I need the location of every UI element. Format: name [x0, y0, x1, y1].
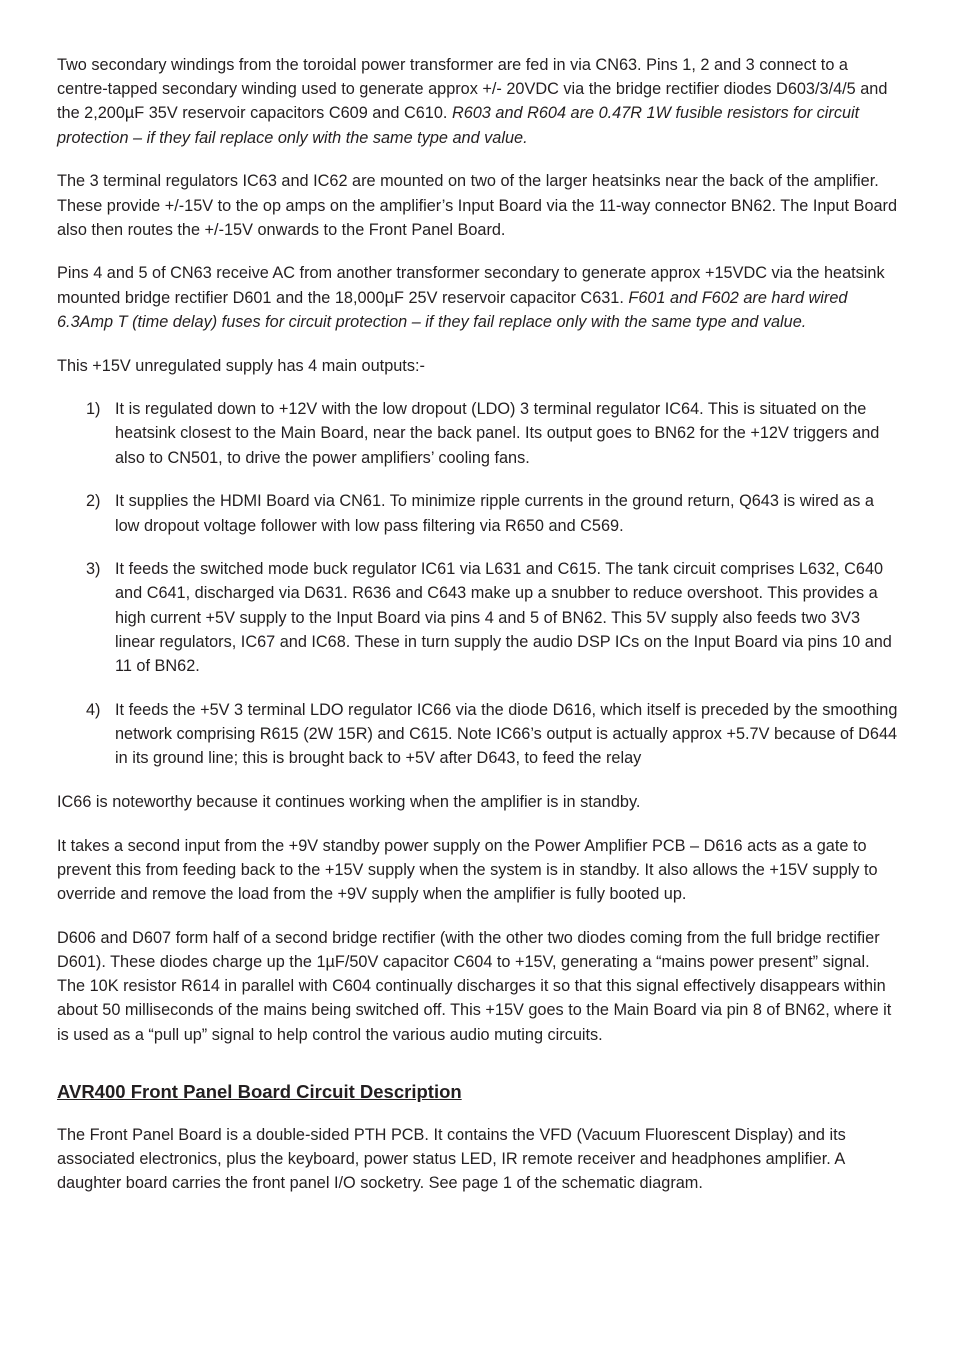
outputs-list: [57, 397, 900, 770]
list-item-number: 4): [86, 700, 101, 719]
list-item-text: It feeds the +5V 3 terminal LDO regulator IC66 via the diode D616, which itself is preceded by the smoothing network comprising R615 (2W 15R) and C615. Note IC66’s output is actually approx +5.7V because of D644 in its ground line; this is brought back to +5V after D643, to feed the relay: [115, 700, 898, 768]
paragraph-text: The 3 terminal regulators IC63 and IC62 are mounted on two of the larger heatsinks near the back of the amplifier. These provide +/-15V to the op amps on the amplifier’s Input Board via the 11-way connector BN62. The Input Board also then routes the +/-15V onwards to the Front Panel Board.: [57, 172, 898, 239]
page-content: [57, 53, 900, 1215]
paragraph-italic-note: R603 and R604 are 0.47R 1W fusible resistors for circuit protection – if they fail replace only with the same type and value.: [57, 104, 860, 147]
paragraph-ic66-standby: IC66 is noteworthy because it continues working when the amplifier is in standby.: [57, 792, 641, 811]
paragraph-front-panel: The Front Panel Board is a double-sided PTH PCB. It contains the VFD (Vacuum Fluorescent Display) and its associated electronics, plus the keyboard, power status LED, IR remote receiver and headphones amplifier. A daughter board carries the front panel I/O socketry. See page 1 of the schematic diagram.: [57, 1125, 846, 1193]
paragraph-text: This +15V unregulated supply has 4 main outputs:-: [57, 356, 425, 375]
list-item-number: 2): [86, 492, 101, 511]
paragraph-outputs-intro: [57, 354, 900, 378]
list-item-text: It feeds the switched mode buck regulator IC61 via L631 and C615. The tank circuit comprises L632, C640 and C641, discharged via D631. R636 and C643 make up a snubber to reduce overshoot. This provides a high current +5V supply to the Input Board via pins 4 and 5 of BN62. This 5V supply also feeds two 3V3 linear regulators, IC67 and IC68. These in turn supply the audio DSP ICs on the Input Board via pins 10 and 11 of BN62.: [115, 560, 892, 676]
paragraph-mains-present: D606 and D607 form half of a second bridge rectifier (with the other two diodes coming from the full bridge rectifier D601). These diodes charge up the 1µF/50V capacitor C604 to +15V, generating a “mains power present” signal. The 10K resistor R614 in parallel with C604 continually discharges it so that this signal effectively disappears within about 50 milliseconds of the mains being switched off. This +15V goes to the Main Board via pin 8 of BN62, where it is used as a “pull up” signal to help control the various audio muting circuits.: [57, 928, 892, 1044]
list-item-text: It supplies the HDMI Board via CN61. To minimize ripple currents in the ground return, Q643 is wired as a low dropout voltage follower with low pass filtering via R650 and C569.: [115, 492, 874, 535]
paragraph-text: Two secondary windings from the toroidal power transformer are fed in via CN63. Pins 1, 2 and 3 connect to a centre-tapped secondary winding used to generate approx +/- 20VDC via the bridge rectifier diodes D603/3/4/5 and the 2,200µF 35V reservoir capacitors C609 and C610.: [57, 56, 888, 123]
paragraph-power-windings: [57, 53, 900, 150]
list-item: [57, 698, 900, 771]
list-item-text: It is regulated down to +12V with the low dropout (LDO) 3 terminal regulator IC64. This is situated on the heatsink closest to the Main Board, near the back panel. Its output goes to BN62 for the +12V triggers and also to CN501, to drive the power amplifiers’ cooling fans.: [115, 400, 880, 467]
list-item: [57, 489, 900, 537]
list-item: [57, 557, 900, 678]
list-item-number: 3): [86, 560, 101, 579]
list-item-number: 1): [86, 400, 101, 419]
section-heading: AVR400 Front Panel Board Circuit Description: [57, 1080, 462, 1102]
paragraph-ac-supply: [57, 261, 900, 334]
list-item: [57, 397, 900, 470]
paragraph-regulators: [57, 169, 900, 242]
paragraph-italic-note: F601 and F602 are hard wired 6.3Amp T (time delay) fuses for circuit protection – if they fail replace only with the same type and value.: [57, 288, 848, 331]
paragraph-text: Pins 4 and 5 of CN63 receive AC from another transformer secondary to generate approx +15VDC via the heatsink mounted bridge rectifier D601 and the 18,000µF 25V reservoir capacitor C631.: [57, 264, 885, 307]
paragraph-standby-input: It takes a second input from the +9V standby power supply on the Power Amplifier PCB – D616 acts as a gate to prevent this from feeding back to the +15V supply when the system is in standby. It also allows the +15V supply to override and remove the load from the +9V supply when the amplifier is fully booted up.: [57, 836, 878, 903]
